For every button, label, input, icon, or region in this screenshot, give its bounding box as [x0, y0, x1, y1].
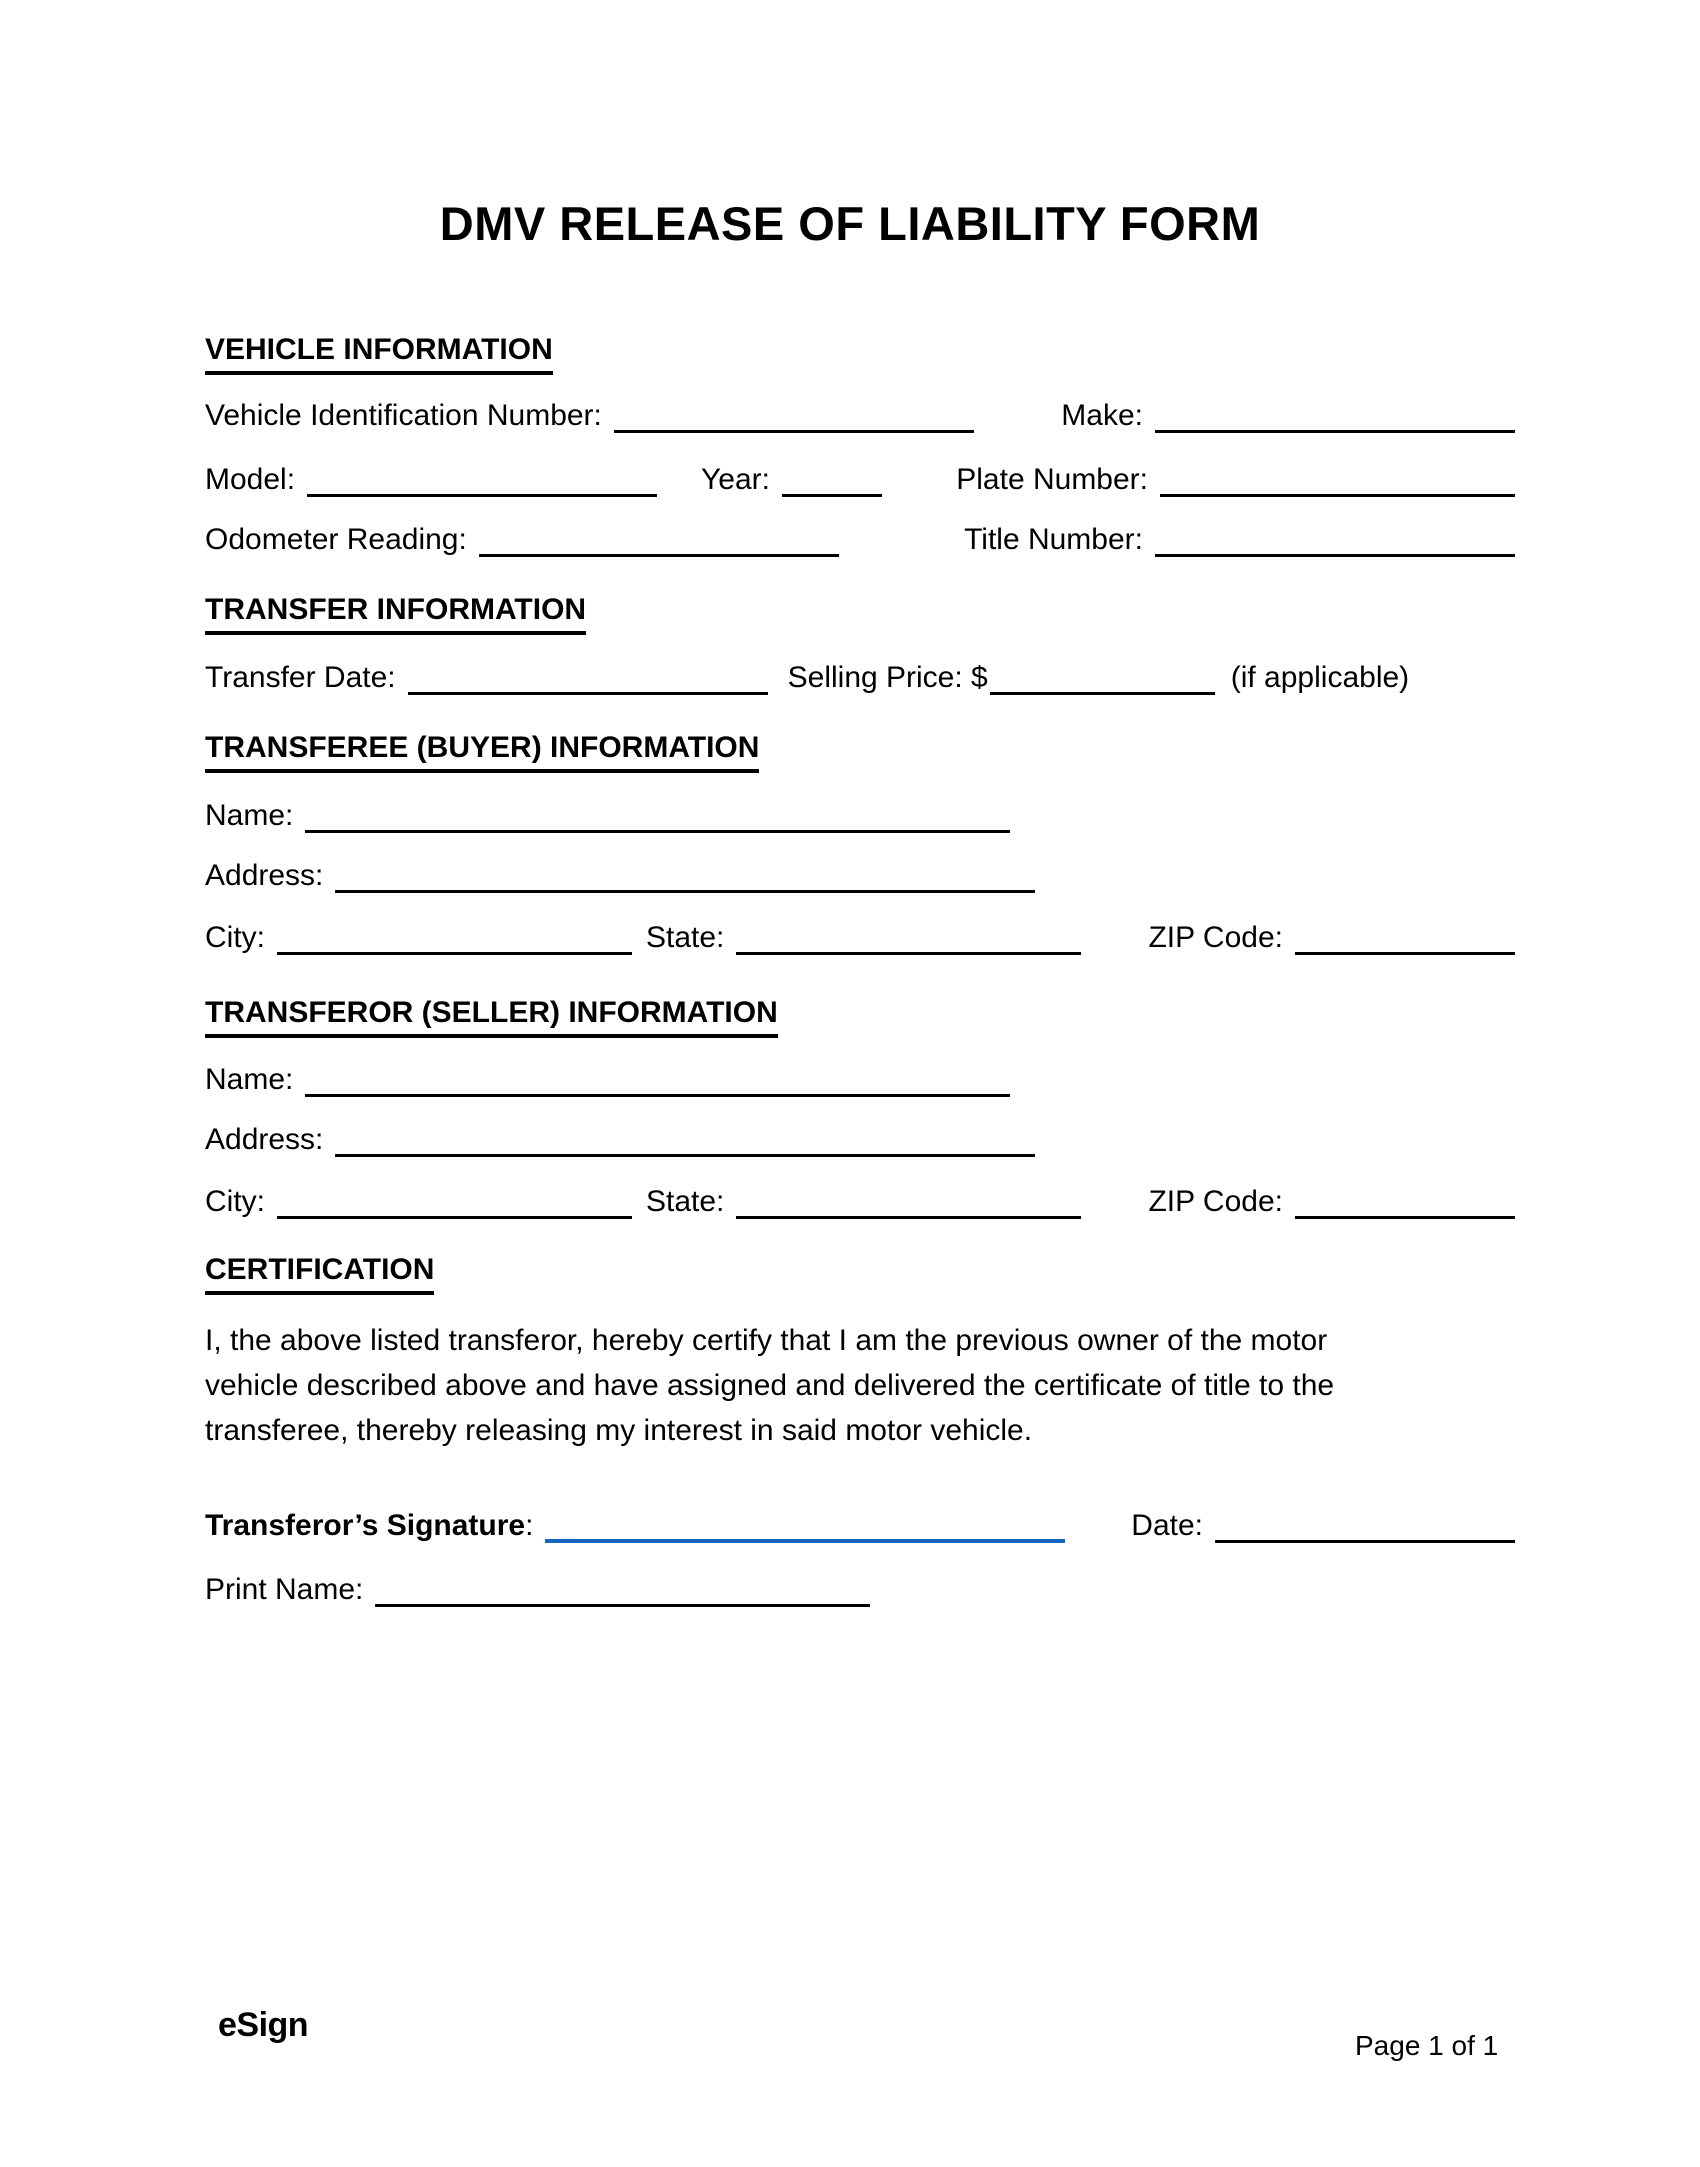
print-name-blank-line	[375, 1604, 870, 1607]
form-title: DMV RELEASE OF LIABILITY FORM	[439, 197, 1261, 250]
transferee-state-label: State:	[646, 921, 725, 954]
row-transferor-address	[205, 1122, 1515, 1158]
transferor-name-blank-line	[305, 1094, 1010, 1097]
row-transferor-name	[205, 1062, 1515, 1098]
section-heading-transferee	[205, 730, 759, 773]
section-heading-vehicle-text: VEHICLE INFORMATION	[205, 332, 553, 375]
row-transfer-date-price	[205, 660, 1515, 696]
date-label: Date:	[1131, 1509, 1203, 1542]
section-heading-transfer	[205, 592, 586, 635]
certification-text	[205, 1318, 1535, 1453]
certification-line: vehicle described above and have assigned and delivered the certificate of title to the	[205, 1369, 1335, 1402]
title-number-label: Title Number:	[964, 523, 1143, 556]
vin-label: Vehicle Identification Number:	[205, 399, 602, 432]
transferee-zip-label: ZIP Code:	[1148, 921, 1283, 954]
odometer-blank-line	[479, 554, 839, 557]
transferor-city-label: City:	[205, 1185, 265, 1218]
date-group	[1131, 1508, 1515, 1544]
row-transferee-address	[205, 858, 1515, 894]
transferor-zip-group	[1148, 1184, 1515, 1220]
make-label: Make:	[1061, 399, 1143, 432]
odometer-label: Odometer Reading:	[205, 523, 467, 556]
make-blank-line	[1155, 430, 1515, 433]
title-number-group	[964, 522, 1515, 558]
date-blank-line	[1215, 1540, 1515, 1543]
selling-price-label: Selling Price: $	[787, 661, 988, 694]
year-blank-line	[782, 494, 882, 497]
selling-price-group	[788, 660, 1410, 696]
row-transferee-city-state-zip	[205, 920, 1515, 956]
row-transferor-city-state-zip	[205, 1184, 1515, 1220]
transferee-city-blank-line	[277, 952, 632, 955]
model-blank-line	[307, 494, 657, 497]
row-signature-date	[205, 1508, 1515, 1544]
if-applicable-note: (if applicable)	[1230, 661, 1410, 694]
transfer-date-label: Transfer Date:	[205, 661, 396, 694]
vin-blank-line	[614, 430, 974, 433]
row-transferee-name	[205, 798, 1515, 834]
signature-field-line[interactable]	[545, 1539, 1065, 1543]
transferor-address-label: Address:	[205, 1123, 324, 1156]
row-print-name	[205, 1572, 1515, 1608]
section-heading-transferor	[205, 995, 778, 1038]
year-label: Year:	[701, 463, 770, 496]
section-heading-transfer-text: TRANSFER INFORMATION	[205, 592, 586, 635]
transferee-city-label: City:	[205, 921, 265, 954]
year-group	[701, 462, 882, 498]
model-label: Model:	[205, 463, 296, 496]
transferor-city-blank-line	[277, 1216, 632, 1219]
row-model-year-plate	[205, 462, 1515, 498]
row-odometer-title	[205, 522, 1515, 558]
transferor-name-label: Name:	[205, 1063, 294, 1096]
plate-number-label: Plate Number:	[956, 463, 1148, 496]
transferor-signature-colon: :	[525, 1509, 534, 1542]
section-heading-vehicle	[205, 332, 553, 375]
certification-line: transferee, thereby releasing my interest in said motor vehicle.	[205, 1414, 1033, 1447]
section-heading-transferee-text: TRANSFEREE (BUYER) INFORMATION	[205, 730, 759, 773]
print-name-label: Print Name:	[205, 1573, 364, 1606]
transferee-zip-group	[1148, 920, 1515, 956]
plate-group	[956, 462, 1515, 498]
plate-number-blank-line	[1160, 494, 1515, 497]
transferor-address-blank-line	[335, 1154, 1035, 1157]
title-number-blank-line	[1155, 554, 1515, 557]
transferee-address-label: Address:	[205, 859, 324, 892]
transferee-name-blank-line	[305, 830, 1010, 833]
transferee-state-blank-line	[736, 952, 1081, 955]
section-heading-certification-text: CERTIFICATION	[205, 1252, 434, 1295]
page-indicator: Page 1 of 1	[1355, 2030, 1499, 2061]
selling-price-blank-line	[990, 692, 1215, 695]
transferor-state-group	[646, 1184, 1081, 1220]
section-heading-transferor-text: TRANSFEROR (SELLER) INFORMATION	[205, 995, 778, 1038]
transferor-signature-label: Transferor’s Signature	[205, 1509, 526, 1542]
transfer-date-blank-line	[408, 692, 768, 695]
certification-line: I, the above listed transferor, hereby certify that I am the previous owner of the motor	[205, 1324, 1328, 1357]
transferor-zip-blank-line	[1295, 1216, 1515, 1219]
transferor-state-label: State:	[646, 1185, 725, 1218]
transferee-address-blank-line	[335, 890, 1035, 893]
esign-logo: eSign	[218, 2006, 309, 2044]
row-vin-make	[205, 398, 1515, 434]
transferee-state-group	[646, 920, 1081, 956]
transferee-zip-blank-line	[1295, 952, 1515, 955]
make-group	[1061, 398, 1515, 434]
section-heading-certification	[205, 1252, 434, 1295]
transferor-state-blank-line	[736, 1216, 1081, 1219]
transferee-name-label: Name:	[205, 799, 294, 832]
transferor-zip-label: ZIP Code:	[1148, 1185, 1283, 1218]
